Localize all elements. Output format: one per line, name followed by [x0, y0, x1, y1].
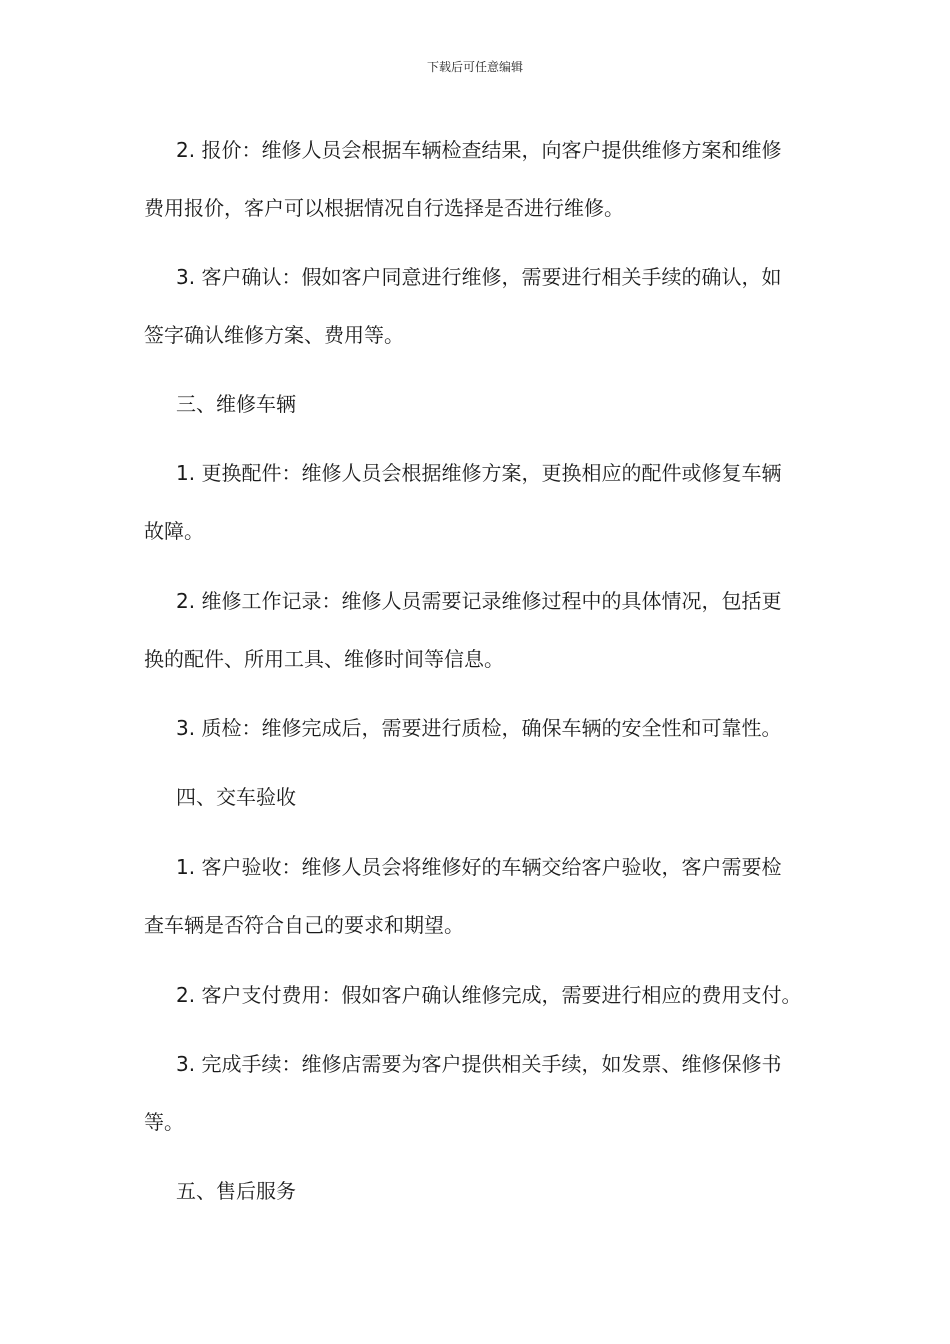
paragraph-line: 查车辆是否符合自己的要求和期望。: [144, 913, 464, 937]
paragraph-line: 2. 维修工作记录：维修人员需要记录维修过程中的具体情况，包括更: [176, 589, 782, 613]
paragraph-line: 签字确认维修方案、费用等。: [144, 323, 404, 347]
paragraph-line: 2. 报价：维修人员会根据车辆检查结果，向客户提供维修方案和维修: [176, 138, 782, 162]
section-heading: 四、交车验收: [176, 785, 296, 809]
paragraph-line: 等。: [144, 1110, 184, 1134]
paragraph-line: 费用报价，客户可以根据情况自行选择是否进行维修。: [144, 196, 624, 220]
paragraph-line: 1. 客户验收：维修人员会将维修好的车辆交给客户验收，客户需要检: [176, 855, 782, 879]
page-header: 下载后可任意编辑: [426, 60, 523, 74]
paragraph-line: 2. 客户支付费用：假如客户确认维修完成，需要进行相应的费用支付。: [176, 983, 802, 1007]
paragraph-line: 3. 质检：维修完成后，需要进行质检，确保车辆的安全性和可靠性。: [176, 716, 782, 740]
paragraph-line: 3. 客户确认：假如客户同意进行维修，需要进行相关手续的确认，如: [176, 265, 782, 289]
paragraph-line: 3. 完成手续：维修店需要为客户提供相关手续，如发票、维修保修书: [176, 1052, 782, 1076]
section-heading: 五、售后服务: [176, 1179, 296, 1203]
paragraph-line: 1. 更换配件：维修人员会根据维修方案，更换相应的配件或修复车辆: [176, 461, 782, 485]
paragraph-line: 故障。: [144, 519, 204, 543]
section-heading: 三、维修车辆: [176, 392, 296, 416]
paragraph-line: 换的配件、所用工具、维修时间等信息。: [144, 647, 504, 671]
